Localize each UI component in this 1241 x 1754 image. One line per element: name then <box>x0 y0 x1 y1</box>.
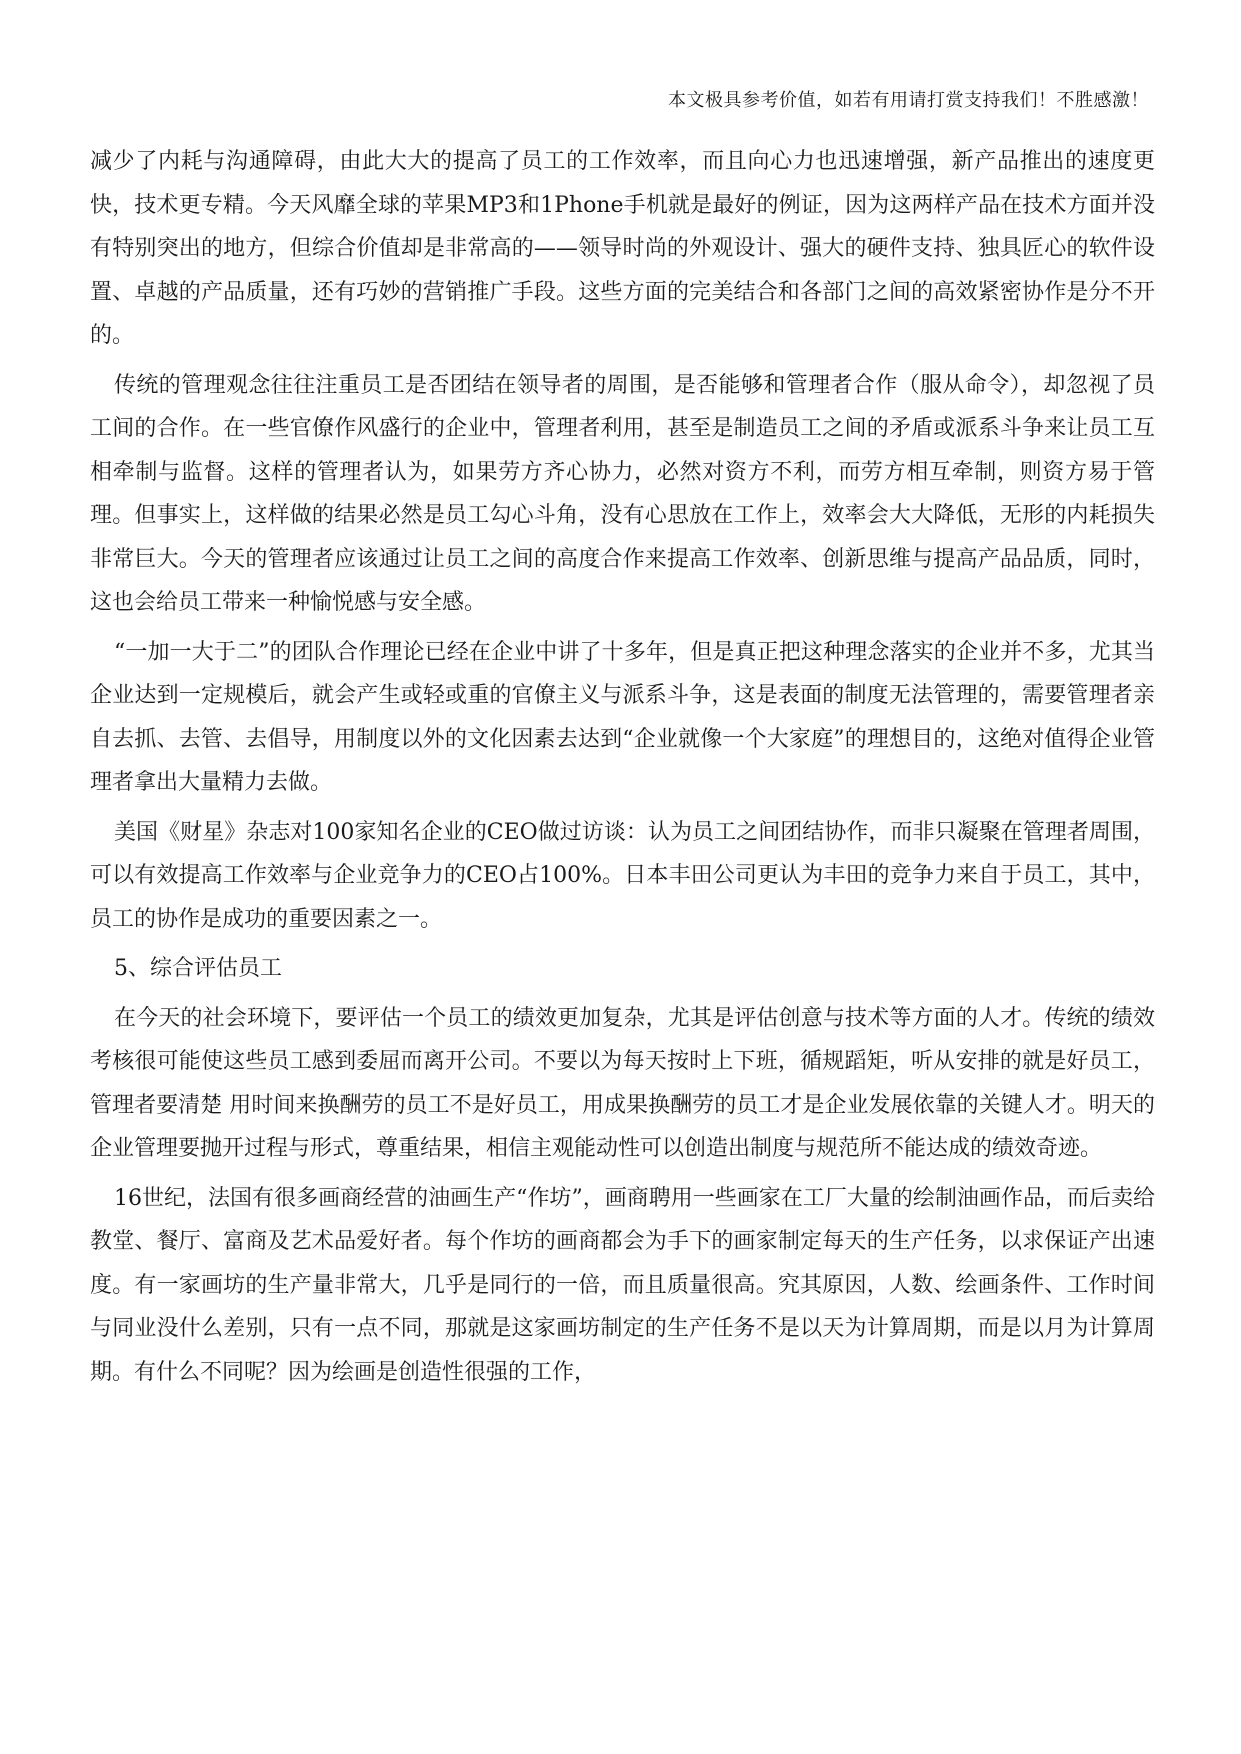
paragraph-fortune-survey: 美国《财星》杂志对100家知名企业的CEO做过访谈：认为员工之间团结协作，而非只凝聚在管理者周围，可以有效提高工作效率与企业竞争力的CEO占100%。日本丰田公司更认为丰田的竞争力来自于员工，其中，员工的协作是成功的重要因素之一。 <box>90 819 1155 932</box>
paragraph-team-theory: “一加一大于二”的团队合作理论已经在企业中讲了十多年，但是真正把这种理念落实的企业并不多，尤其当企业达到一定规模后，就会产生或轻或重的官僚主义与派系斗争，这是表面的制度无法管理的，需要管理者亲自去抓、去管、去倡导，用制度以外的文化因素去达到“企业就像一个大家庭”的理想目的，这绝对值得企业管理者拿出大量精力去做。 <box>90 639 1155 795</box>
paragraph-evaluation: 在今天的社会环境下，要评估一个员工的绩效更加复杂，尤其是评估创意与技术等方面的人才。传统的绩效考核很可能使这些员工感到委屈而离开公司。不要以为每天按时上下班，循规蹈矩，听从安排的就是好员工，管理者要清楚 用时间来换酬劳的员工不是好员工，用成果换酬劳的员工才是企业发展依靠的关键人才。明天的企业管理要抛开过程与形式，尊重结果，相信主观能动性可以创造出制度与规范所不能达成的绩效奇迹。 <box>90 1005 1155 1161</box>
paragraph-painting-workshop: 16世纪，法国有很多画商经营的油画生产“作坊”，画商聘用一些画家在工厂大量的绘制油画作品，而后卖给教堂、餐厅、富商及艺术品爱好者。每个作坊的画商都会为手下的画家制定每天的生产任务，以求保证产出速度。有一家画坊的生产量非常大，几乎是同行的一倍，而且质量很高。究其原因，人数、绘画条件、工作时间与同业没什么差别，只有一点不同，那就是这家画坊制定的生产任务不是以天为计算周期，而是以月为计算周期。有什么不同呢？因为绘画是创造性很强的工作， <box>90 1185 1155 1385</box>
page-header-note: 本文极具参考价值，如若有用请打赏支持我们！不胜感激！ <box>668 90 1149 111</box>
paragraph-teamwork-example: 减少了内耗与沟通障碍，由此大大的提高了员工的工作效率，而且向心力也迅速增强，新产品推出的速度更快，技术更专精。今天风靡全球的苹果MP3和1Phone手机就是最好的例证，因为这两样产品在技术方面并没有特别突出的地方，但综合价值却是非常高的——领导时尚的外观设计、强大的硬件支持、独具匠心的软件设置、卓越的产品质量，还有巧妙的营销推广手段。这些方面的完美结合和各部门之间的高效紧密协作是分不开的。 <box>90 149 1155 348</box>
paragraph-traditional-management: 传统的管理观念往往注重员工是否团结在领导者的周围，是否能够和管理者合作（服从命令），却忽视了员工间的合作。在一些官僚作风盛行的企业中，管理者利用，甚至是制造员工之间的矛盾或派系斗争来让员工互相牵制与监督。这样的管理者认为，如果劳方齐心协力，必然对资方不利，而劳方相互牵制，则资方易于管理。但事实上，这样做的结果必然是员工勾心斗角，没有心思放在工作上，效率会大大降低，无形的内耗损失非常巨大。今天的管理者应该通过让员工之间的高度合作来提高工作效率、创新思维与提高产品品质，同时，这也会给员工带来一种愉悦感与安全感。 <box>90 372 1155 615</box>
document-body <box>90 140 1155 1400</box>
section-heading-evaluate-employees: 5、综合评估员工 <box>114 956 282 981</box>
